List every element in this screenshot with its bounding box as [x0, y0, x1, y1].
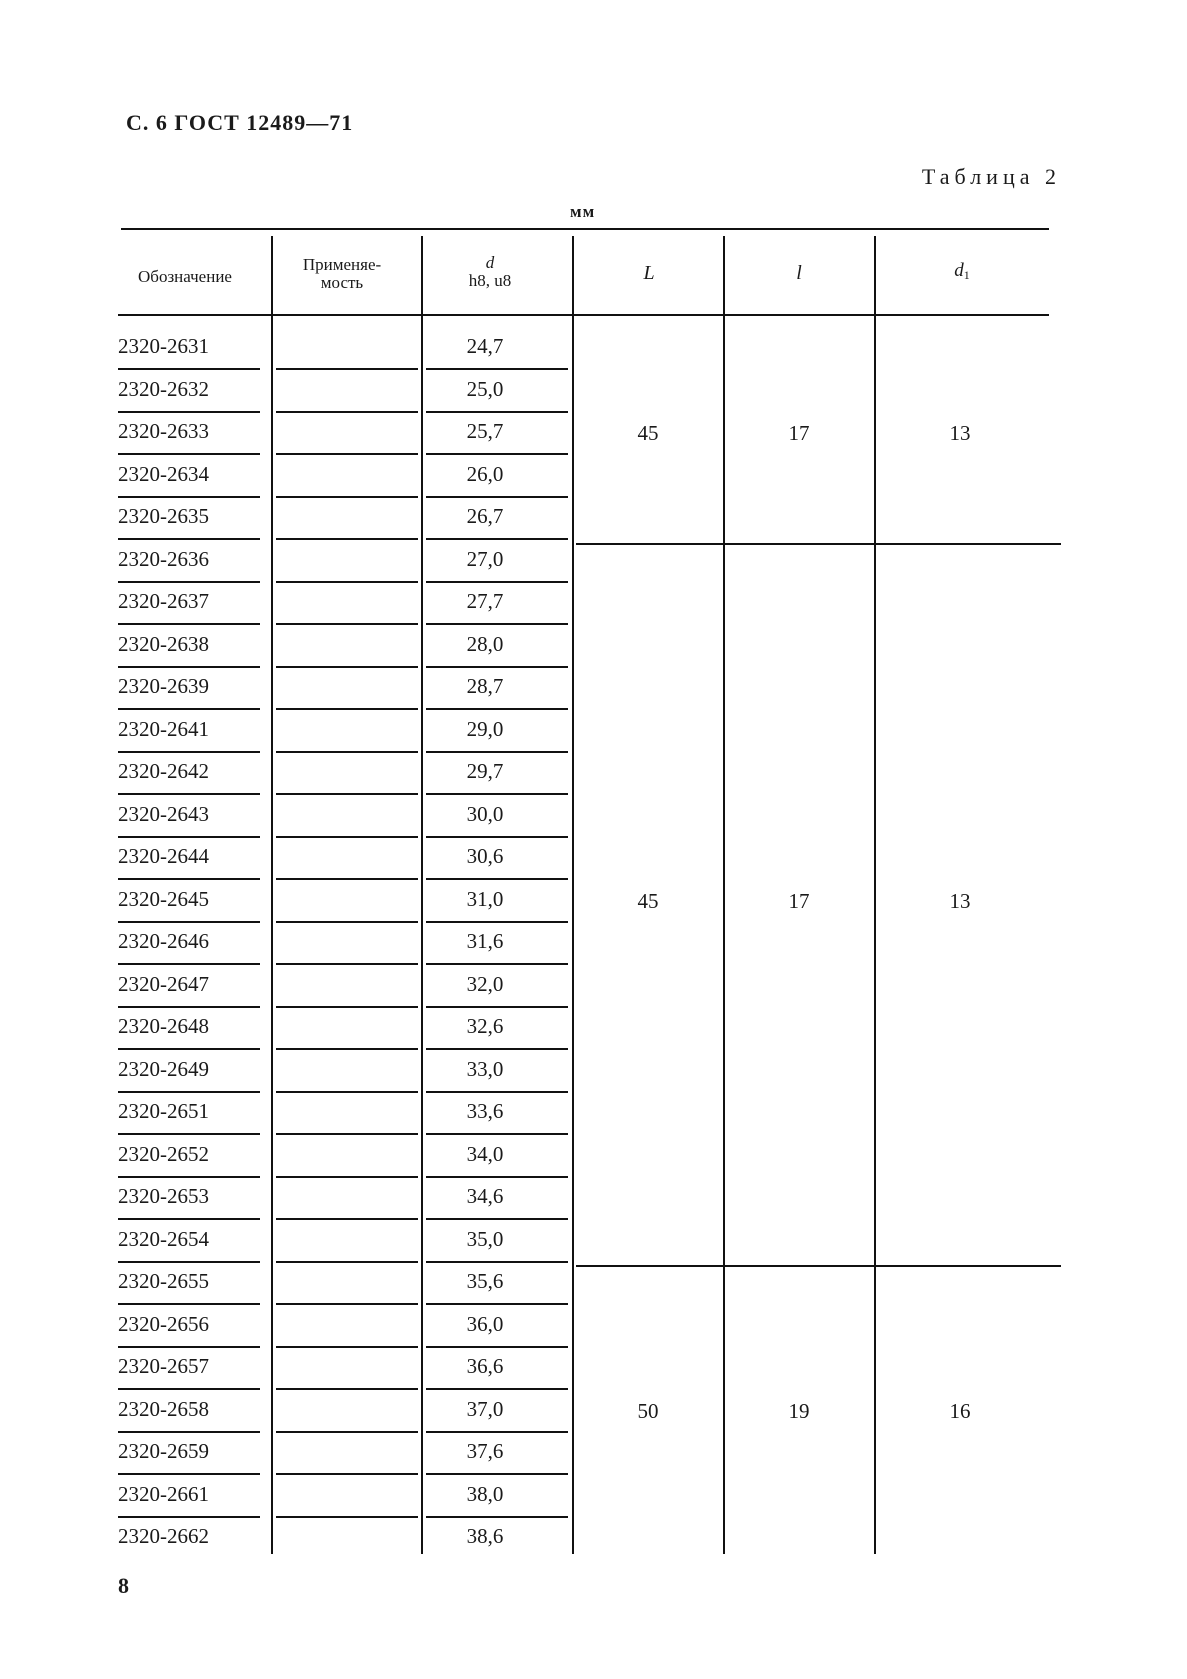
designation-rule [118, 878, 260, 880]
d-cell: 28,7 [466, 674, 504, 698]
d-rule [426, 1261, 568, 1263]
L-cell: 50 [637, 1399, 659, 1423]
applicability-rule [276, 1516, 418, 1518]
unit-label: мм [570, 202, 596, 221]
header-l-label: l [796, 262, 802, 284]
group-separator-rule [576, 543, 1061, 545]
applicability-rule [276, 1133, 418, 1135]
designation-rule [118, 1346, 260, 1348]
designation-rule [118, 921, 260, 923]
d-rule [426, 708, 568, 710]
d-cell: 33,6 [466, 1099, 504, 1123]
d-cell: 26,7 [466, 504, 504, 528]
page-ref-header: С. 6 ГОСТ 12489—71 [126, 110, 354, 135]
d-cell: 29,0 [466, 716, 504, 741]
designation-rule [118, 496, 260, 498]
d-rule [426, 878, 568, 880]
designation-cell: 2320-2644 [118, 844, 209, 868]
applicability-rule [276, 1176, 418, 1178]
designation-rule [118, 1218, 260, 1220]
designation-rule [118, 1473, 260, 1475]
applicability-rule [276, 963, 418, 965]
l-cell: 17 [788, 421, 810, 445]
header-designation-label: Обозначение [138, 267, 232, 286]
designation-cell: 2320-2642 [118, 759, 209, 783]
d-cell: 37,0 [466, 1396, 504, 1421]
header-designation [118, 268, 252, 286]
designation-cell: 2320-2657 [118, 1354, 209, 1378]
designation-rule [118, 1388, 260, 1390]
header-applicability [272, 256, 412, 292]
divider-d [572, 236, 574, 1554]
d-rule [426, 1346, 568, 1348]
applicability-rule [276, 751, 418, 753]
d-cell: 24,7 [466, 334, 504, 358]
designation-cell: 2320-2656 [118, 1311, 209, 1336]
header-d-symbol: d [485, 253, 495, 272]
d-cell: 33,0 [466, 1056, 504, 1081]
applicability-rule [276, 1218, 418, 1220]
designation-cell: 2320-2637 [118, 589, 209, 613]
group-separator-rule [576, 1265, 1061, 1267]
designation-cell: 2320-2641 [118, 716, 209, 741]
header-applicability-line2: мость [320, 273, 364, 292]
divider-designation [271, 236, 273, 1554]
d-cell: 34,6 [466, 1184, 504, 1208]
d-cell: 31,6 [466, 929, 504, 953]
applicability-rule [276, 1091, 418, 1093]
d-rule [426, 1388, 568, 1390]
page-number: 8 [118, 1573, 129, 1598]
d-cell: 26,0 [466, 461, 504, 486]
header-d1-main: d [954, 260, 964, 281]
designation-rule [118, 1261, 260, 1263]
d-rule [426, 963, 568, 965]
divider-L [723, 236, 725, 1554]
header-d1 [875, 262, 1049, 284]
d-rule [426, 1176, 568, 1178]
designation-rule [118, 1176, 260, 1178]
table-top-rule [121, 228, 1049, 230]
d-cell: 27,7 [466, 589, 504, 613]
d-cell: 38,6 [466, 1524, 504, 1548]
applicability-rule [276, 836, 418, 838]
d-rule [426, 836, 568, 838]
designation-cell: 2320-2662 [118, 1524, 209, 1548]
applicability-rule [276, 1431, 418, 1433]
d-rule [426, 1006, 568, 1008]
applicability-rule [276, 1346, 418, 1348]
applicability-rule [276, 708, 418, 710]
designation-rule [118, 623, 260, 625]
designation-rule [118, 1091, 260, 1093]
applicability-rule [276, 496, 418, 498]
applicability-rule [276, 666, 418, 668]
d-rule [426, 751, 568, 753]
designation-rule [118, 666, 260, 668]
d-cell: 27,0 [466, 546, 504, 571]
d-cell: 32,0 [466, 971, 504, 996]
d-cell: 36,6 [466, 1354, 504, 1378]
d1-cell: 16 [949, 1399, 971, 1423]
applicability-rule [276, 538, 418, 540]
designation-rule [118, 411, 260, 413]
applicability-rule [276, 368, 418, 370]
header-d-fit: h8, u8 [468, 271, 512, 290]
designation-cell: 2320-2661 [118, 1481, 209, 1506]
designation-rule [118, 1431, 260, 1433]
applicability-rule [276, 1388, 418, 1390]
d1-cell: 13 [949, 421, 971, 445]
designation-cell: 2320-2659 [118, 1439, 209, 1463]
d-cell: 34,0 [466, 1141, 504, 1166]
divider-applicability [421, 236, 423, 1554]
d-cell: 29,7 [466, 759, 504, 783]
L-cell: 45 [637, 889, 659, 913]
header-d [425, 254, 555, 290]
designation-rule [118, 708, 260, 710]
designation-rule [118, 1133, 260, 1135]
d-rule [426, 1473, 568, 1475]
d-cell: 25,0 [466, 376, 504, 401]
designation-cell: 2320-2652 [118, 1141, 209, 1166]
designation-cell: 2320-2645 [118, 886, 209, 911]
designation-rule [118, 538, 260, 540]
d-rule [426, 623, 568, 625]
applicability-rule [276, 453, 418, 455]
designation-rule [118, 581, 260, 583]
d-rule [426, 411, 568, 413]
d-cell: 35,6 [466, 1269, 504, 1293]
header-l [725, 264, 873, 282]
d-rule [426, 1303, 568, 1305]
designation-cell: 2320-2655 [118, 1269, 209, 1293]
applicability-rule [276, 878, 418, 880]
designation-cell: 2320-2638 [118, 631, 209, 656]
header-bottom-rule [118, 314, 1049, 316]
designation-rule [118, 836, 260, 838]
d-rule [426, 921, 568, 923]
d-rule [426, 453, 568, 455]
header-d1-sub: 1 [963, 268, 970, 282]
designation-rule [118, 1048, 260, 1050]
d-rule [426, 581, 568, 583]
designation-cell: 2320-2634 [118, 461, 209, 486]
d-cell: 36,0 [466, 1311, 504, 1336]
d-cell: 32,6 [466, 1014, 504, 1038]
divider-l [874, 236, 876, 1554]
applicability-rule [276, 1006, 418, 1008]
designation-rule [118, 1516, 260, 1518]
d-rule [426, 1431, 568, 1433]
d1-cell: 13 [949, 889, 971, 913]
d-cell: 31,0 [466, 886, 504, 911]
d-rule [426, 1048, 568, 1050]
d-rule [426, 368, 568, 370]
applicability-rule [276, 623, 418, 625]
applicability-rule [276, 921, 418, 923]
designation-cell: 2320-2643 [118, 801, 209, 826]
d-rule [426, 1218, 568, 1220]
designation-rule [118, 751, 260, 753]
designation-cell: 2320-2632 [118, 376, 209, 401]
designation-cell: 2320-2646 [118, 929, 209, 953]
designation-rule [118, 793, 260, 795]
designation-rule [118, 1006, 260, 1008]
designation-cell: 2320-2653 [118, 1184, 209, 1208]
applicability-rule [276, 411, 418, 413]
d-rule [426, 793, 568, 795]
d-cell: 25,7 [466, 419, 504, 443]
d-rule [426, 1516, 568, 1518]
designation-cell: 2320-2631 [118, 334, 209, 358]
d-cell: 30,6 [466, 844, 504, 868]
l-cell: 17 [788, 889, 810, 913]
designation-cell: 2320-2636 [118, 546, 209, 571]
d-cell: 38,0 [466, 1481, 504, 1506]
designation-cell: 2320-2648 [118, 1014, 209, 1038]
designation-cell: 2320-2633 [118, 419, 209, 443]
applicability-rule [276, 581, 418, 583]
d-cell: 35,0 [466, 1226, 504, 1251]
d-cell: 37,6 [466, 1439, 504, 1463]
designation-cell: 2320-2654 [118, 1226, 209, 1251]
designation-rule [118, 368, 260, 370]
designation-rule [118, 453, 260, 455]
d-cell: 28,0 [466, 631, 504, 656]
header-L [575, 264, 723, 282]
d-cell: 30,0 [466, 801, 504, 826]
d-rule [426, 666, 568, 668]
applicability-rule [276, 1303, 418, 1305]
applicability-rule [276, 1473, 418, 1475]
table-label: Таблица 2 [921, 164, 1061, 189]
designation-rule [118, 1303, 260, 1305]
d-rule [426, 538, 568, 540]
d-rule [426, 1133, 568, 1135]
l-cell: 19 [788, 1399, 810, 1423]
applicability-rule [276, 793, 418, 795]
header-applicability-line1: Применяе- [302, 255, 382, 274]
d-rule [426, 496, 568, 498]
designation-cell: 2320-2647 [118, 971, 209, 996]
designation-rule [118, 963, 260, 965]
designation-cell: 2320-2635 [118, 504, 209, 528]
designation-cell: 2320-2649 [118, 1056, 209, 1081]
L-cell: 45 [637, 421, 659, 445]
applicability-rule [276, 1048, 418, 1050]
d-rule [426, 1091, 568, 1093]
designation-cell: 2320-2639 [118, 674, 209, 698]
header-L-label: L [643, 262, 655, 284]
designation-cell: 2320-2658 [118, 1396, 209, 1421]
designation-cell: 2320-2651 [118, 1099, 209, 1123]
applicability-rule [276, 1261, 418, 1263]
